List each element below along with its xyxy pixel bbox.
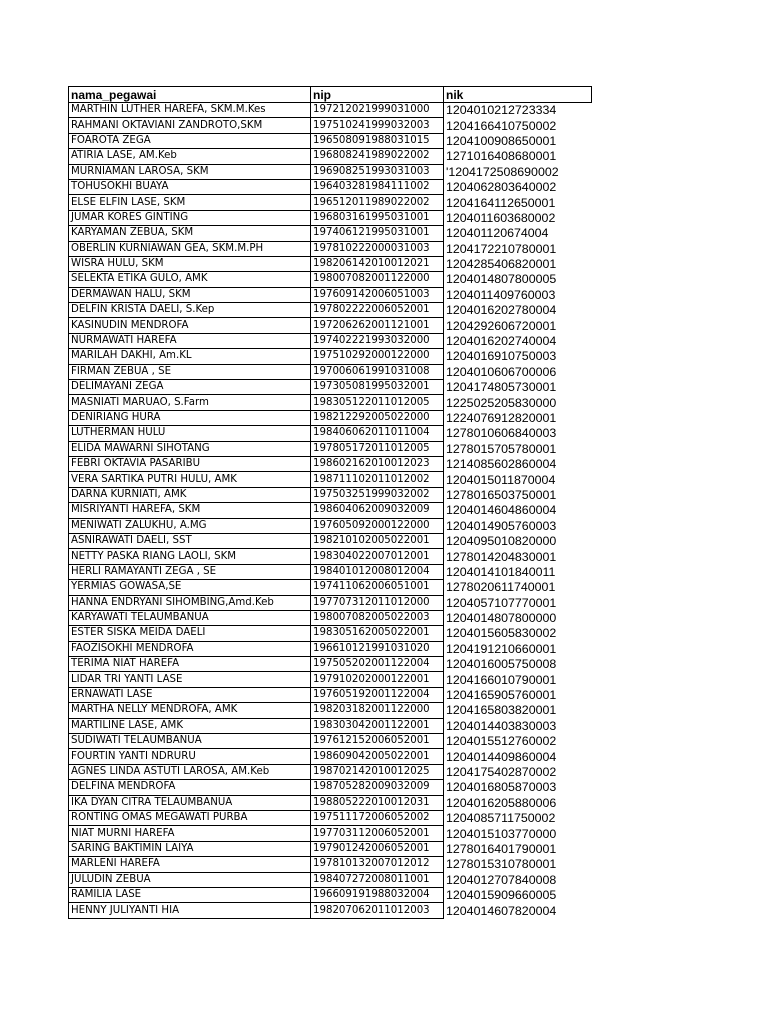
cell-nik: 1278010606840003 [446, 426, 557, 441]
cell-nip: 197703112006052001 [311, 826, 444, 841]
cell-nip: 196610121991031020 [311, 641, 444, 656]
cell-nik: 1204010212723334 [446, 103, 557, 118]
table-row [69, 503, 592, 518]
cell-nama-pegawai: OBERLIN KURNIAWAN GEA, SKM.M.PH [69, 241, 311, 256]
table-row [69, 610, 592, 625]
cell-nama-pegawai: DELIMAYANI ZEGA [69, 380, 311, 395]
cell-nip: 197609142006051003 [311, 287, 444, 302]
cell-nama-pegawai: NETTY PASKA RIANG LAOLI, SKM [69, 549, 311, 564]
cell-nama-pegawai: MARTHIN LUTHER HAREFA, SKM.M.Kes [69, 103, 311, 118]
cell-nip: 196403281984111002 [311, 179, 444, 194]
cell-nip: 197605192001122004 [311, 687, 444, 702]
cell-nik: 1204164112650001 [446, 195, 556, 210]
table-row [69, 380, 592, 395]
cell-nama-pegawai: RAHMANI OKTAVIANI ZANDROTO,SKM [69, 118, 311, 133]
cell-nama-pegawai: HANNA ENDRYANI SIHOMBING,Amd.Keb [69, 595, 311, 610]
cell-nik: 1204172210780001 [446, 241, 557, 256]
cell-nama-pegawai: KARYAWATI TELAUMBANUA [69, 610, 311, 625]
cell-nip: 198305122011012005 [311, 395, 444, 410]
cell-nik: 1278020611740001 [446, 580, 556, 595]
table-row [69, 533, 592, 548]
cell-nik: '1204172508690002 [446, 164, 559, 179]
table-row [69, 164, 592, 179]
cell-nik: 1204015011870004 [446, 472, 556, 487]
cell-nik: 1278015310780001 [446, 857, 557, 872]
cell-nama-pegawai: NURMAWATI HAREFA [69, 333, 311, 348]
cell-nama-pegawai: DELFINA MENDROFA [69, 780, 311, 795]
cell-nama-pegawai: MARILAH DAKHI, Am.KL [69, 349, 311, 364]
cell-nip: 197910202000122001 [311, 672, 444, 687]
cell-nama-pegawai: FOURTIN YANTI NDRURU [69, 749, 311, 764]
cell-nip: 198007082001122000 [311, 272, 444, 287]
cell-nip: 197406121995031001 [311, 226, 444, 241]
table-row [69, 872, 592, 887]
cell-nama-pegawai: FEBRI OKTAVIA PASARIBU [69, 456, 311, 471]
cell-nama-pegawai: ERNAWATI LASE [69, 687, 311, 702]
cell-nik: 1204014905760003 [446, 518, 557, 533]
cell-nama-pegawai: LIDAR TRI YANTI LASE [69, 672, 311, 687]
table-row [69, 826, 592, 841]
cell-nama-pegawai: MARLENI HAREFA [69, 857, 311, 872]
cell-nik: 1204166010790001 [446, 672, 557, 687]
header-row [69, 87, 592, 103]
cell-nik: 1204016205880006 [446, 795, 557, 810]
cell-nik: 1204016005750008 [446, 657, 557, 672]
table-row [69, 179, 592, 194]
cell-nama-pegawai: KASINUDIN MENDROFA [69, 318, 311, 333]
cell-nama-pegawai: MARTHA NELLY MENDROFA, AMK [69, 703, 311, 718]
cell-nik: 1204057107770001 [446, 595, 557, 610]
cell-nip: 198609042005022001 [311, 749, 444, 764]
cell-nik: 1204014409860004 [446, 749, 557, 764]
cell-nip: 196512011989022002 [311, 195, 444, 210]
cell-nip: 198304022007012001 [311, 549, 444, 564]
cell-nik: 1278014204830001 [446, 549, 557, 564]
cell-nip: 198207062011012003 [311, 903, 444, 918]
cell-nik: 1204016202780004 [446, 303, 557, 318]
cell-nama-pegawai: ASNIRAWATI DAELI, SST [69, 533, 311, 548]
cell-nik: 1204175402870002 [446, 764, 557, 779]
table-row [69, 456, 592, 471]
cell-nik: 1204015605830002 [446, 626, 557, 641]
table-row [69, 364, 592, 379]
table-row [69, 256, 592, 271]
cell-nik: 1278015705780001 [446, 441, 557, 456]
table-row [69, 149, 592, 164]
table-row [69, 133, 592, 148]
cell-nip: 197802222006052001 [311, 303, 444, 318]
table-row [69, 780, 592, 795]
cell-nip: 198407272008011001 [311, 872, 444, 887]
cell-nama-pegawai: FAOZISOKHI MENDROFA [69, 641, 311, 656]
cell-nik: 1225025205830000 [446, 395, 557, 410]
cell-nip: 197402221993032000 [311, 333, 444, 348]
cell-nik: 1204015512760002 [446, 734, 557, 749]
cell-nip: 197510292000122000 [311, 349, 444, 364]
cell-nip: 197810132007012012 [311, 857, 444, 872]
cell-nip: 198705282009032009 [311, 780, 444, 795]
cell-nip: 197511172006052002 [311, 810, 444, 825]
cell-nip: 198805222010012031 [311, 795, 444, 810]
table-row [69, 564, 592, 579]
cell-nip: 198401012008012004 [311, 564, 444, 579]
cell-nip: 197006061991031008 [311, 364, 444, 379]
table-row [69, 810, 592, 825]
cell-nip: 198711102011012002 [311, 472, 444, 487]
cell-nik: 1204015103770000 [446, 826, 557, 841]
cell-nik: 1204174805730001 [446, 380, 557, 395]
table-row [69, 595, 592, 610]
cell-nik: 1214085602860004 [446, 457, 557, 472]
cell-nama-pegawai: MURNIAMAN LAROSA, SKM [69, 164, 311, 179]
cell-nip: 196908251993031003 [311, 164, 444, 179]
cell-nip: 198203182001122000 [311, 703, 444, 718]
cell-nama-pegawai: VERA SARTIKA PUTRI HULU, AMK [69, 472, 311, 487]
cell-nama-pegawai: RAMILIA LASE [69, 887, 311, 902]
cell-nama-pegawai: DARNA KURNIATI, AMK [69, 487, 311, 502]
table-row [69, 518, 592, 533]
cell-nama-pegawai: DELFIN KRISTA DAELI, S.Kep [69, 303, 311, 318]
table-row [69, 395, 592, 410]
cell-nama-pegawai: JULUDIN ZEBUA [69, 872, 311, 887]
cell-nip: 196803161995031001 [311, 210, 444, 225]
table-row [69, 549, 592, 564]
table-row [69, 687, 592, 702]
cell-nip: 197411062006051001 [311, 580, 444, 595]
cell-nama-pegawai: ELSE ELFIN LASE, SKM [69, 195, 311, 210]
cell-nama-pegawai: KARYAMAN ZEBUA, SKM [69, 226, 311, 241]
cell-nama-pegawai: MARTILINE LASE, AMK [69, 718, 311, 733]
cell-nip: 197810222000031003 [311, 241, 444, 256]
cell-nip: 196609191988032004 [311, 887, 444, 902]
table-row [69, 349, 592, 364]
table-row [69, 487, 592, 502]
table-row [69, 857, 592, 872]
table-row [69, 703, 592, 718]
table-row [69, 734, 592, 749]
cell-nik: 1204015909660005 [446, 888, 557, 903]
cell-nik: 1204014403830003 [446, 718, 557, 733]
table-row [69, 472, 592, 487]
table-row [69, 226, 592, 241]
cell-nik: 1204014101840011 [446, 564, 556, 579]
cell-nama-pegawai: IKA DYAN CITRA TELAUMBANUA [69, 795, 311, 810]
cell-nip: 197510241999032003 [311, 118, 444, 133]
cell-nip: 198604062009032009 [311, 503, 444, 518]
cell-nik: 1204165905760001 [446, 688, 557, 703]
cell-nip: 198305162005022001 [311, 626, 444, 641]
cell-nama-pegawai: MENIWATI ZALUKHU, A.MG [69, 518, 311, 533]
cell-nik: 1204011409760003 [446, 287, 556, 302]
cell-nip: 197212021999031000 [311, 103, 444, 118]
cell-nik: 1278016503750001 [446, 487, 557, 502]
cell-nama-pegawai: AGNES LINDA ASTUTI LAROSA, AM.Keb [69, 764, 311, 779]
cell-nama-pegawai: DERMAWAN HALU, SKM [69, 287, 311, 302]
cell-nip: 198602162010012023 [311, 456, 444, 471]
cell-nik: 1204014807800005 [446, 272, 557, 287]
column-header-nip: nip [311, 87, 444, 103]
table-row [69, 764, 592, 779]
table-row [69, 657, 592, 672]
cell-nik: 1204012707840008 [446, 872, 557, 887]
cell-nama-pegawai: SARING BAKTIMIN LAIYA [69, 841, 311, 856]
cell-nik: 1204014607820004 [446, 903, 557, 918]
cell-nik: 1204014807800000 [446, 611, 557, 626]
cell-nama-pegawai: NIAT MURNI HAREFA [69, 826, 311, 841]
table-row [69, 118, 592, 133]
cell-nama-pegawai: DENIRIANG HURA [69, 410, 311, 425]
cell-nik: 1204095010820000 [446, 534, 557, 549]
cell-nama-pegawai: TOHUSOKHI BUAYA [69, 179, 311, 194]
table-row [69, 426, 592, 441]
cell-nik: 1204010606700006 [446, 364, 557, 379]
cell-nik: 1204191210660001 [446, 641, 557, 656]
cell-nama-pegawai: LUTHERMAN HULU [69, 426, 311, 441]
cell-nip: 197206262001121001 [311, 318, 444, 333]
cell-nip: 198702142010012025 [311, 764, 444, 779]
cell-nama-pegawai: TERIMA NIAT HAREFA [69, 657, 311, 672]
cell-nama-pegawai: YERMIAS GOWASA,SE [69, 580, 311, 595]
table-row [69, 103, 592, 118]
cell-nip: 198210102005022001 [311, 533, 444, 548]
cell-nama-pegawai: HERLI RAMAYANTI ZEGA , SE [69, 564, 311, 579]
cell-nik: 1204085711750002 [446, 811, 556, 826]
table-row [69, 749, 592, 764]
cell-nama-pegawai: ESTER SISKA MEIDA DAELI [69, 626, 311, 641]
table-row [69, 795, 592, 810]
cell-nama-pegawai: WISRA HULU, SKM [69, 256, 311, 271]
table-row [69, 287, 592, 302]
table-row [69, 441, 592, 456]
cell-nip: 197901242006052001 [311, 841, 444, 856]
cell-nik: 1278016401790001 [446, 841, 557, 856]
cell-nik: 1204062803640002 [446, 180, 557, 195]
cell-nip: 197305081995032001 [311, 380, 444, 395]
table-row [69, 210, 592, 225]
cell-nama-pegawai: ELIDA MAWARNI SIHOTANG [69, 441, 311, 456]
table-row [69, 333, 592, 348]
table-row [69, 410, 592, 425]
cell-nik: 1224076912820001 [446, 411, 557, 425]
column-header-nik: nik [444, 87, 592, 103]
cell-nik: 1204166410750002 [446, 118, 557, 133]
cell-nama-pegawai: FOAROTA ZEGA [69, 133, 311, 148]
cell-nik: 1271016408680001 [446, 149, 557, 164]
table-row [69, 272, 592, 287]
cell-nip: 197805172011012005 [311, 441, 444, 456]
cell-nama-pegawai: MISRIYANTI HAREFA, SKM [69, 503, 311, 518]
cell-nik: 1204011603680002 [446, 210, 556, 225]
cell-nama-pegawai: ATIRIA LASE, AM.Keb [69, 149, 311, 164]
cell-nip: 197503251999032002 [311, 487, 444, 502]
employee-table [68, 86, 592, 919]
cell-nip: 198007082005022003 [311, 610, 444, 625]
table-row [69, 903, 592, 918]
cell-nik: 120401120674004 [446, 226, 549, 241]
table-row [69, 318, 592, 333]
table-row [69, 641, 592, 656]
cell-nama-pegawai: SUDIWATI TELAUMBANUA [69, 734, 311, 749]
cell-nik: 1204165803820001 [446, 703, 557, 718]
cell-nip: 197605092000122000 [311, 518, 444, 533]
cell-nip: 198303042001122001 [311, 718, 444, 733]
cell-nik: 1204016910750003 [446, 349, 557, 364]
table-row [69, 195, 592, 210]
cell-nik: 1204100908650001 [446, 133, 557, 148]
table-row [69, 626, 592, 641]
cell-nip: 198406062011011004 [311, 426, 444, 441]
table-row [69, 718, 592, 733]
column-header-nama-pegawai: nama_pegawai [69, 87, 311, 103]
cell-nama-pegawai: HENNY JULIYANTI HIA [69, 903, 311, 918]
table-row [69, 580, 592, 595]
table-row [69, 841, 592, 856]
table-row [69, 672, 592, 687]
table-row [69, 303, 592, 318]
cell-nip: 198206142010012021 [311, 256, 444, 271]
cell-nik: 1204014604860004 [446, 503, 557, 518]
cell-nama-pegawai: RONTING OMAS MEGAWATI PURBA [69, 810, 311, 825]
cell-nip: 197612152006052001 [311, 734, 444, 749]
cell-nik: 1204285406820001 [446, 257, 557, 272]
cell-nip: 198212292005022000 [311, 410, 444, 425]
cell-nama-pegawai: JUMAR KORES GINTING [69, 210, 311, 225]
cell-nama-pegawai: FIRMAN ZEBUA , SE [69, 364, 311, 379]
cell-nip: 196508091988031015 [311, 133, 444, 148]
cell-nik: 1204016202740004 [446, 334, 557, 349]
cell-nama-pegawai: MASNIATI MARUAO, S.Farm [69, 395, 311, 410]
cell-nik: 1204016805870003 [446, 780, 557, 795]
cell-nip: 197505202001122004 [311, 657, 444, 672]
cell-nama-pegawai: SELEKTA ETIKA GULO, AMK [69, 272, 311, 287]
table-row [69, 241, 592, 256]
cell-nik: 1204292606720001 [446, 318, 557, 333]
cell-nip: 197707312011012000 [311, 595, 444, 610]
table-row [69, 887, 592, 902]
cell-nip: 196808241989022002 [311, 149, 444, 164]
